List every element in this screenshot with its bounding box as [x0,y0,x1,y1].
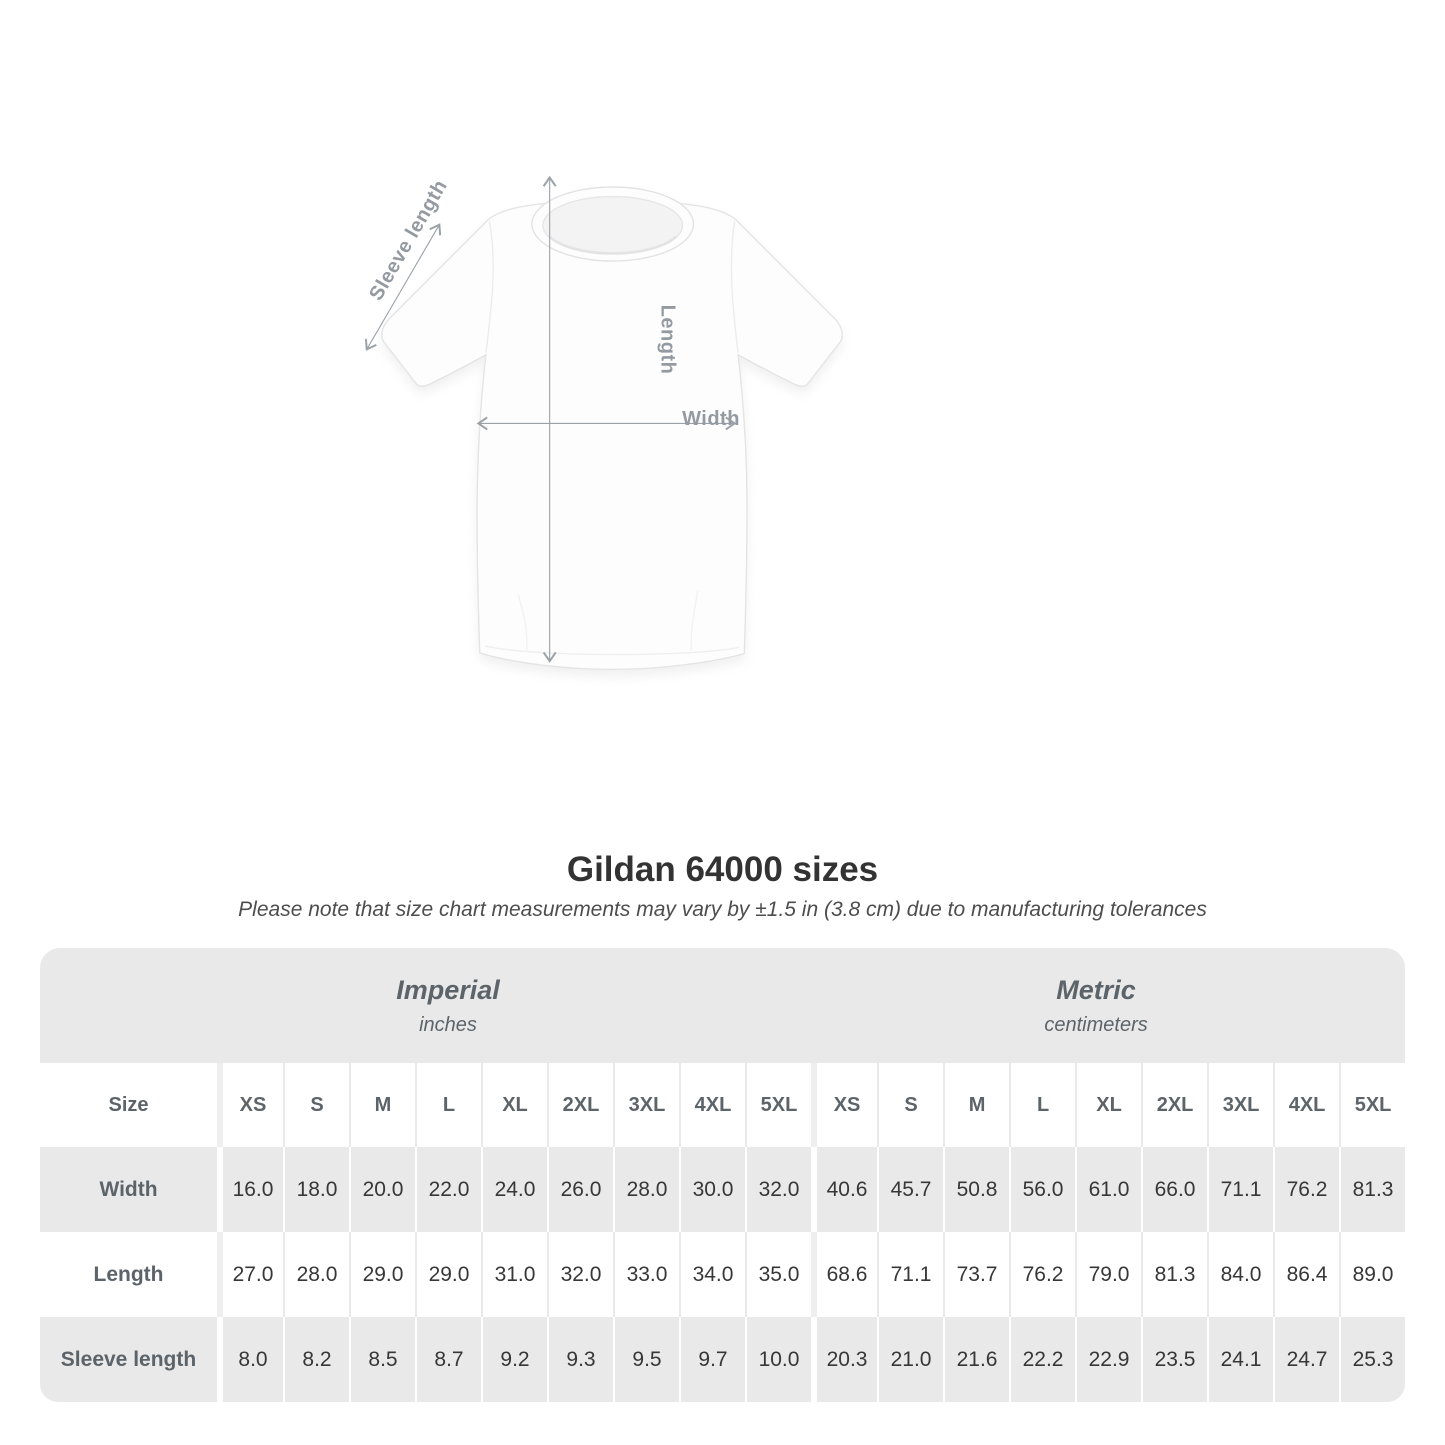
col-header-imperial-xs: XS [217,1063,283,1147]
value-cell: 76.2 [1273,1147,1339,1232]
value-cell: 9.2 [481,1317,547,1402]
col-header-metric-4xl: 4XL [1273,1063,1339,1147]
row-label-sleeve-length: Sleeve length [40,1317,217,1402]
value-cell: 26.0 [547,1147,613,1232]
page-title: Gildan 64000 sizes [566,850,879,889]
value-cell: 8.7 [415,1317,481,1402]
value-cell: 56.0 [1009,1147,1075,1232]
value-cell: 84.0 [1207,1232,1273,1317]
value-cell: 86.4 [1273,1232,1339,1317]
length-label: Length [656,304,679,375]
sleeve-length-row [40,1317,1405,1402]
value-cell: 45.7 [877,1147,943,1232]
group-title-metric: Metric [1056,974,1136,1005]
value-cell: 68.6 [811,1232,877,1317]
col-header-imperial-xl: XL [481,1063,547,1147]
group-header-metric [811,948,1405,1063]
value-cell: 9.7 [679,1317,745,1402]
value-cell: 30.0 [679,1147,745,1232]
col-header-imperial-m: M [349,1063,415,1147]
size-header-label: Size [40,1063,217,1147]
row-label-length: Length [40,1232,217,1317]
value-cell: 28.0 [283,1232,349,1317]
size-header-row [40,1063,1405,1147]
value-cell: 20.3 [811,1317,877,1402]
value-cell: 21.0 [877,1317,943,1402]
value-cell: 33.0 [613,1232,679,1317]
shirt-illustration [340,55,1080,835]
value-cell: 66.0 [1141,1147,1207,1232]
value-cell: 31.0 [481,1232,547,1317]
col-header-imperial-2xl: 2XL [547,1063,613,1147]
value-cell: 22.2 [1009,1317,1075,1402]
col-header-metric-5xl: 5XL [1339,1063,1405,1147]
value-cell: 71.1 [877,1232,943,1317]
value-cell: 8.2 [283,1317,349,1402]
value-cell: 23.5 [1141,1317,1207,1402]
group-header-imperial [217,948,811,1063]
group-title-imperial: Imperial [396,974,500,1005]
value-cell: 73.7 [943,1232,1009,1317]
col-header-metric-xl: XL [1075,1063,1141,1147]
value-cell: 9.5 [613,1317,679,1402]
value-cell: 8.5 [349,1317,415,1402]
col-header-imperial-5xl: 5XL [745,1063,811,1147]
width-label: Width [682,408,740,430]
value-cell: 25.3 [1339,1317,1405,1402]
value-cell: 81.3 [1339,1147,1405,1232]
col-header-metric-m: M [943,1063,1009,1147]
width-row [40,1147,1405,1232]
length-row [40,1232,1405,1317]
value-cell: 9.3 [547,1317,613,1402]
value-cell: 71.1 [1207,1147,1273,1232]
value-cell: 50.8 [943,1147,1009,1232]
group-unit-metric: centimeters [1044,1013,1148,1036]
value-cell: 18.0 [283,1147,349,1232]
col-header-imperial-s: S [283,1063,349,1147]
value-cell: 28.0 [613,1147,679,1232]
unit-group-header-row [40,948,1405,1063]
value-cell: 81.3 [1141,1232,1207,1317]
value-cell: 10.0 [745,1317,811,1402]
col-header-imperial-l: L [415,1063,481,1147]
value-cell: 32.0 [547,1232,613,1317]
value-cell: 24.7 [1273,1317,1339,1402]
value-cell: 27.0 [217,1232,283,1317]
col-header-metric-s: S [877,1063,943,1147]
value-cell: 20.0 [349,1147,415,1232]
col-header-metric-2xl: 2XL [1141,1063,1207,1147]
value-cell: 29.0 [415,1232,481,1317]
col-header-imperial-4xl: 4XL [679,1063,745,1147]
value-cell: 61.0 [1075,1147,1141,1232]
value-cell: 22.0 [415,1147,481,1232]
col-header-imperial-3xl: 3XL [613,1063,679,1147]
value-cell: 76.2 [1009,1232,1075,1317]
value-cell: 89.0 [1339,1232,1405,1317]
value-cell: 35.0 [745,1232,811,1317]
value-cell: 8.0 [217,1317,283,1402]
col-header-metric-xs: XS [811,1063,877,1147]
value-cell: 79.0 [1075,1232,1141,1317]
row-label-width: Width [40,1147,217,1232]
page-subtitle: Please note that size chart measurements may vary by ±1.5 in (3.8 cm) due to manufacturing tolerances [238,898,1207,921]
value-cell: 40.6 [811,1147,877,1232]
value-cell: 34.0 [679,1232,745,1317]
value-cell: 32.0 [745,1147,811,1232]
value-cell: 24.1 [1207,1317,1273,1402]
value-cell: 24.0 [481,1147,547,1232]
col-header-metric-3xl: 3XL [1207,1063,1273,1147]
value-cell: 21.6 [943,1317,1009,1402]
sleeve-length-label: Sleeve length [365,176,452,305]
value-cell: 16.0 [217,1147,283,1232]
size-table [40,948,1405,1402]
value-cell: 29.0 [349,1232,415,1317]
group-unit-imperial: inches [419,1013,477,1036]
col-header-metric-l: L [1009,1063,1075,1147]
value-cell: 22.9 [1075,1317,1141,1402]
